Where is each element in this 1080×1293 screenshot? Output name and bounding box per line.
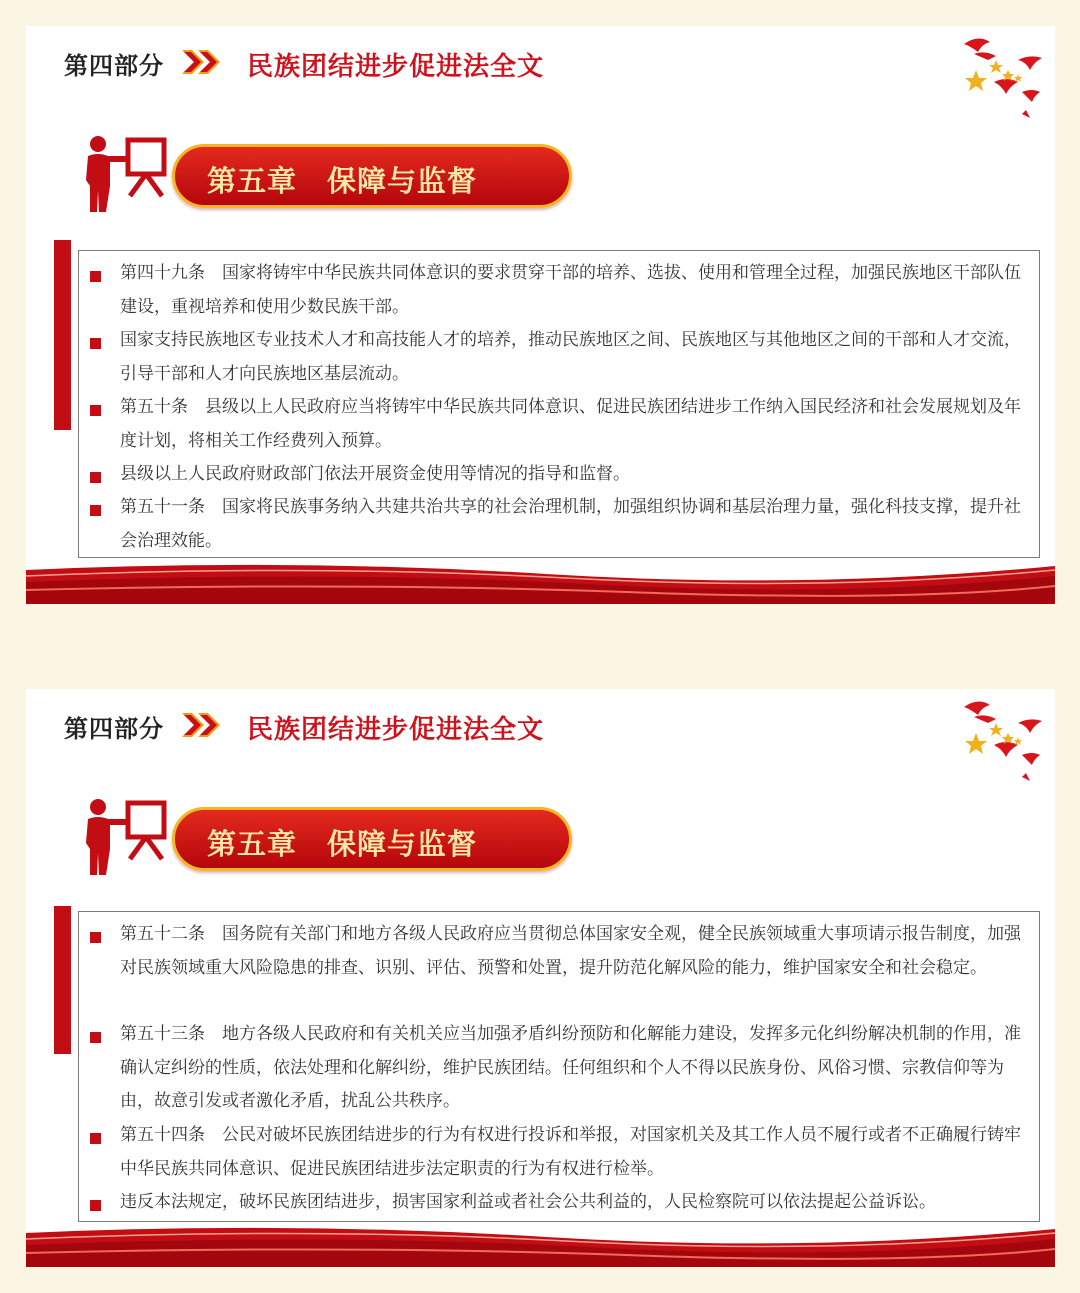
- red-square-bullet-icon: [90, 405, 101, 416]
- red-square-bullet-icon: [90, 1133, 101, 1144]
- red-wave-ribbon: [26, 556, 1055, 604]
- article-text: 第五十条 县级以上人民政府应当将铸牢中华民族共同体意识、促进民族团结进步工作纳入国民经济和社会发展规划及年度计划，将相关工作经费列入预算。: [120, 397, 1021, 451]
- list-item: [90, 1018, 1032, 1119]
- doves-and-stars-icon: [956, 693, 1048, 789]
- red-square-bullet-icon: [90, 338, 101, 349]
- article-text: 县级以上人民政府财政部门依法开展资金使用等情况的指导和监督。: [120, 464, 630, 484]
- article-text: 第五十二条 国务院有关部门和地方各级人民政府应当贯彻总体国家安全观，健全民族领域重大事项请示报告制度，加强对民族领域重大风险隐患的排查、识别、评估、预警和处置，提升防范化解风险的能力，维护国家安全和社会稳定。: [120, 924, 1021, 978]
- accent-bar: [54, 240, 71, 430]
- list-item: [90, 324, 1032, 391]
- accent-bar: [54, 906, 71, 1054]
- red-wave-ribbon: [26, 1219, 1055, 1267]
- article-text: 国家支持民族地区专业技术人才和高技能人才的培养，推动民族地区之间、民族地区与其他地区之间的干部和人才交流，引导干部和人才向民族地区基层流动。: [120, 330, 1021, 384]
- article-list: [78, 911, 1040, 1222]
- red-square-bullet-icon: [90, 472, 101, 483]
- article-list: [78, 250, 1040, 558]
- double-chevron-right-icon: [180, 48, 224, 76]
- chapter-banner: [172, 144, 572, 208]
- double-chevron-right-icon: [180, 711, 224, 739]
- red-square-bullet-icon: [90, 271, 101, 282]
- chapter-banner: [172, 807, 572, 871]
- red-square-bullet-icon: [90, 1200, 101, 1211]
- list-item: [90, 458, 1032, 492]
- list-item: [90, 1119, 1032, 1186]
- red-square-bullet-icon: [90, 505, 101, 516]
- part-label: 第四部分: [64, 715, 164, 743]
- chapter-title: 第五章 保障与监督: [207, 827, 478, 861]
- doves-and-stars-icon: [956, 30, 1048, 126]
- article-text: 违反本法规定，破坏民族团结进步，损害国家利益或者社会公共利益的，人民检察院可以依法提起公益诉讼。: [120, 1192, 936, 1212]
- part-title: 民族团结进步促进法全文: [247, 715, 545, 745]
- slide-1: [26, 26, 1055, 604]
- list-item: [90, 1186, 1032, 1220]
- red-square-bullet-icon: [90, 932, 101, 943]
- list-item: [90, 257, 1032, 324]
- list-item: [90, 918, 1032, 985]
- list-item: [90, 491, 1032, 558]
- list-item: [90, 391, 1032, 458]
- part-title: 民族团结进步促进法全文: [247, 52, 545, 82]
- red-square-bullet-icon: [90, 1032, 101, 1043]
- chapter-title: 第五章 保障与监督: [207, 164, 478, 198]
- article-text: 第五十一条 国家将民族事务纳入共建共治共享的社会治理机制，加强组织协调和基层治理力量，强化科技支撑，提升社会治理效能。: [120, 497, 1021, 551]
- article-text: 第五十四条 公民对破坏民族团结进步的行为有权进行投诉和举报，对国家机关及其工作人员不履行或者不正确履行铸牢中华民族共同体意识、促进民族团结进步法定职责的行为有权进行检举。: [120, 1125, 1021, 1179]
- slide-2: [26, 689, 1055, 1267]
- part-label: 第四部分: [64, 52, 164, 80]
- teacher-at-board-icon: [84, 134, 172, 214]
- article-text: 第五十三条 地方各级人民政府和有关机关应当加强矛盾纠纷预防和化解能力建设，发挥多元化纠纷解决机制的作用，准确认定纠纷的性质，依法处理和化解纠纷，维护民族团结。任何组织和个人不得以民族身份、风俗习惯、宗教信仰等为由，故意引发或者激化矛盾，扰乱公共秩序。: [120, 1024, 1021, 1111]
- article-text: 第四十九条 国家将铸牢中华民族共同体意识的要求贯穿干部的培养、选拔、使用和管理全过程，加强民族地区干部队伍建设，重视培养和使用少数民族干部。: [120, 263, 1021, 317]
- teacher-at-board-icon: [84, 797, 172, 877]
